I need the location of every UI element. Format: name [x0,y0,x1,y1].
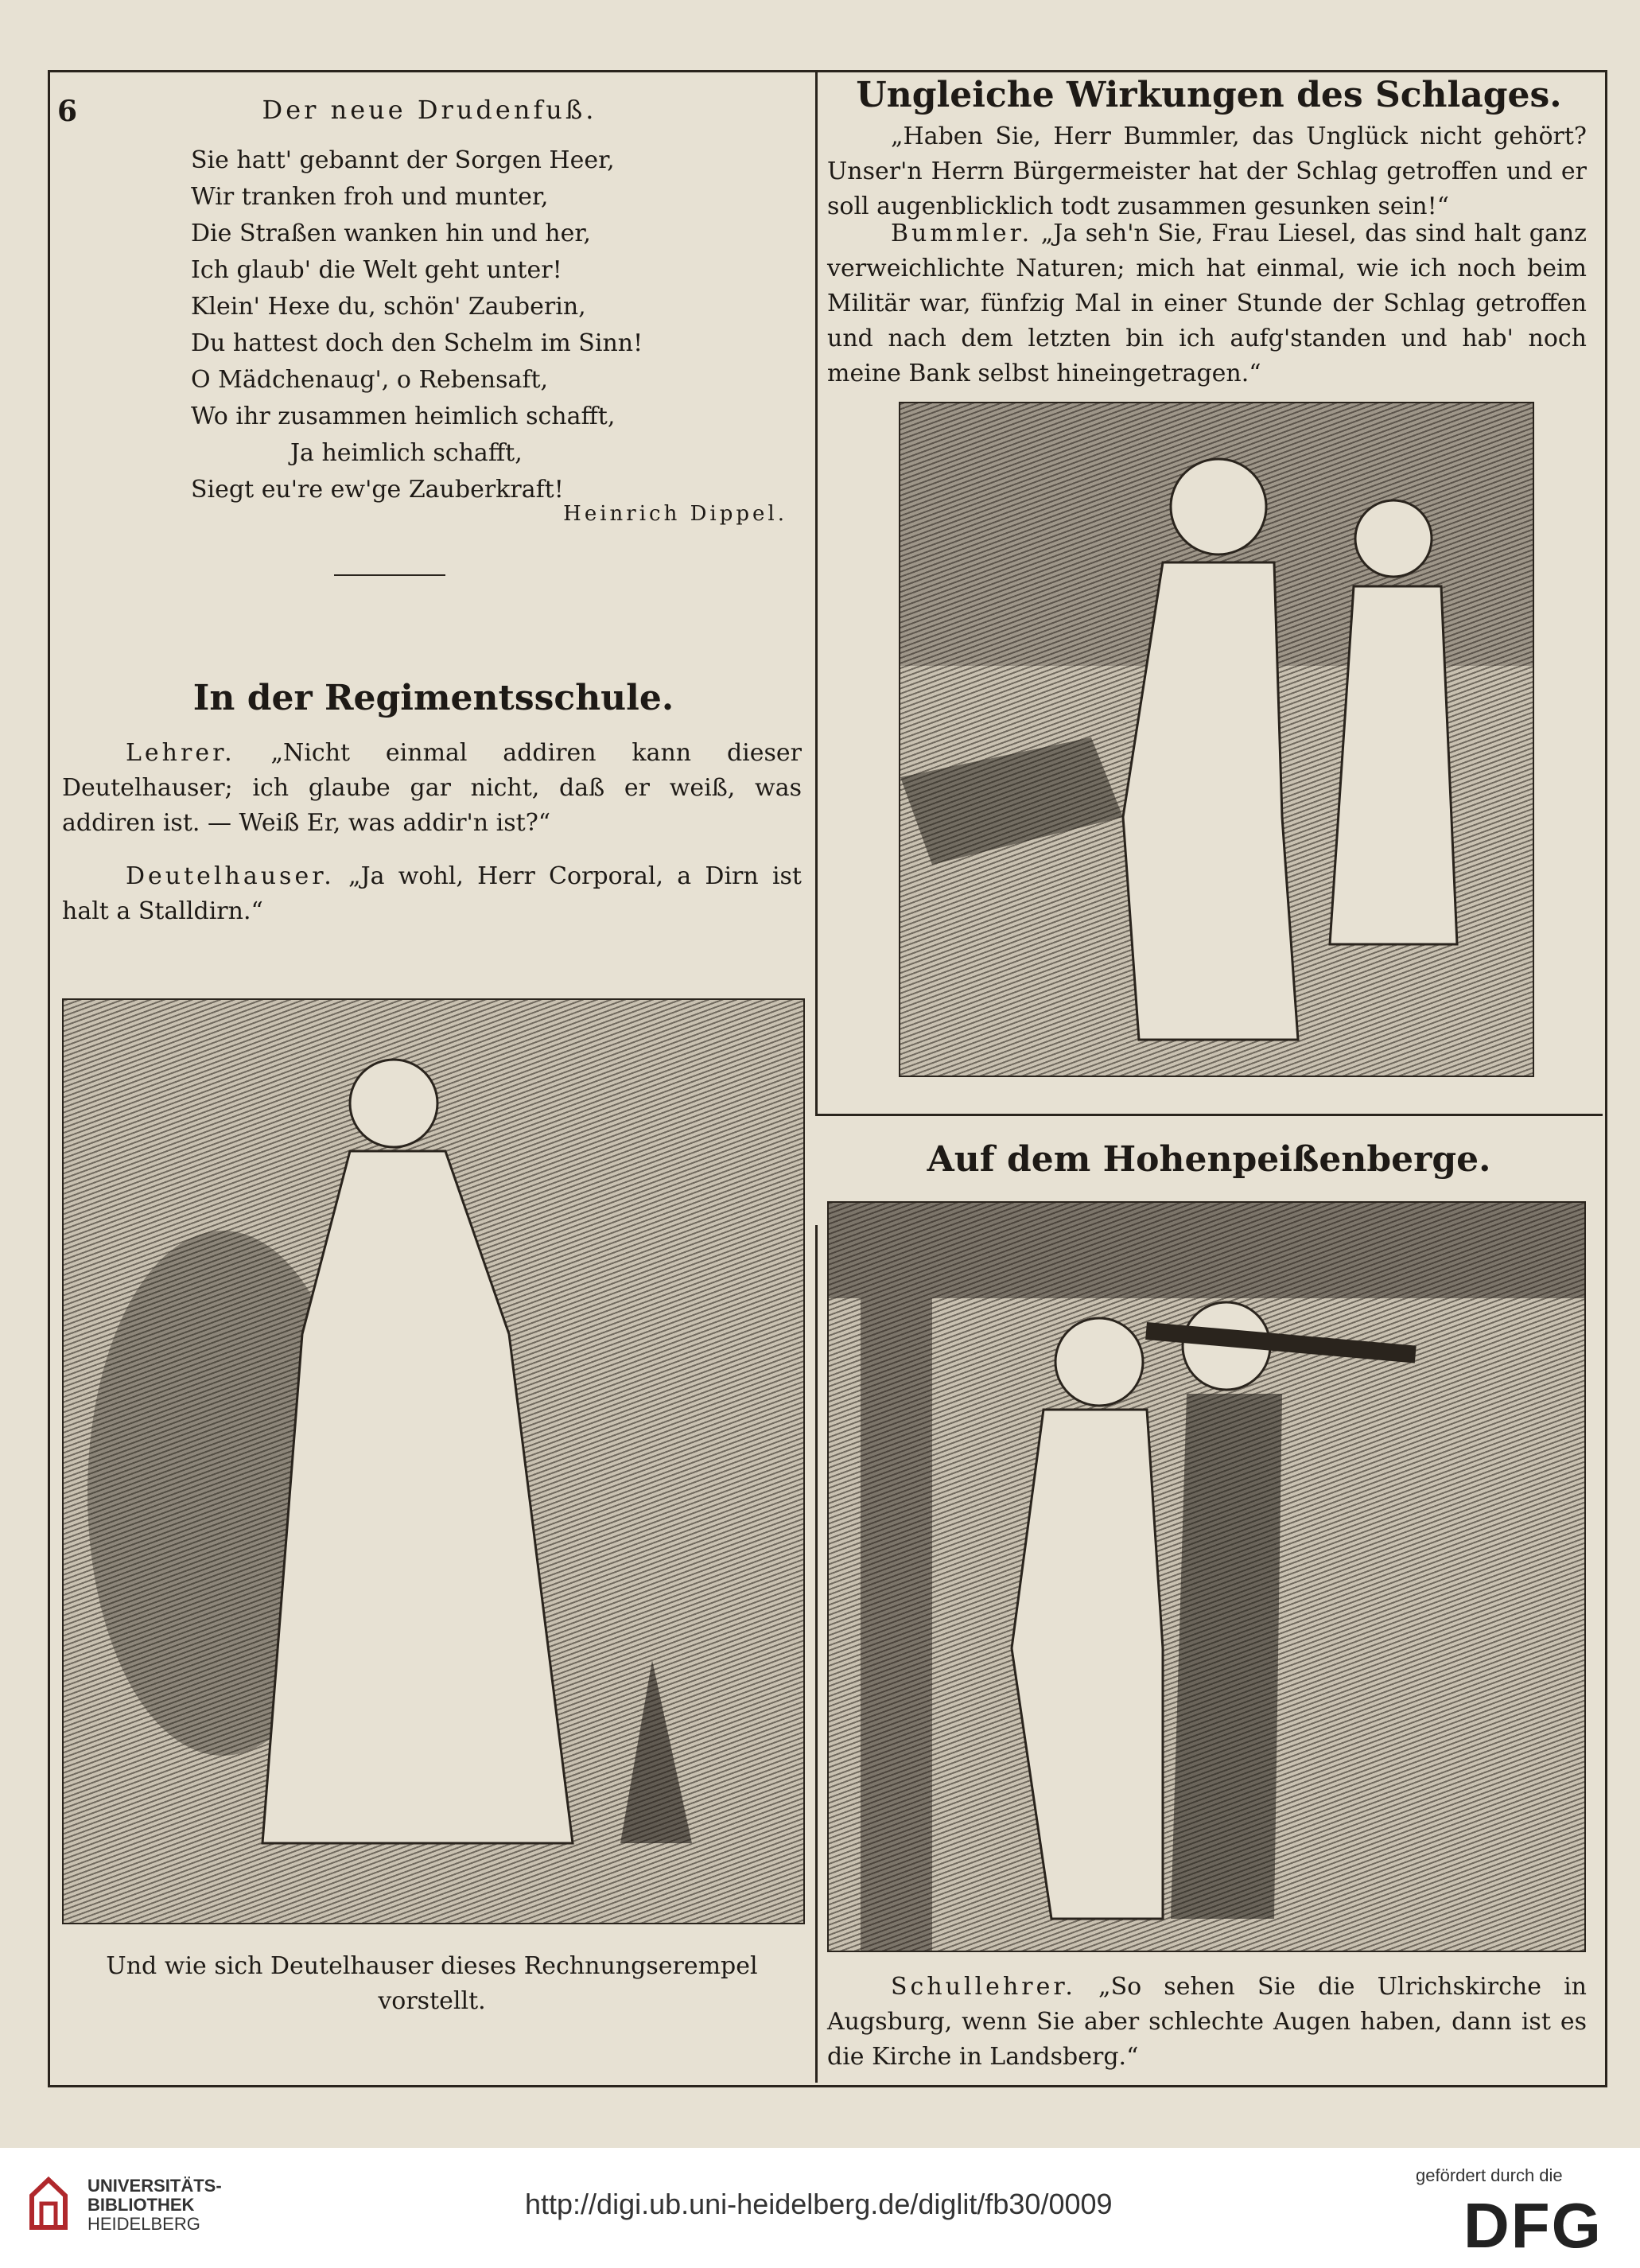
right-section-separator [815,1114,1603,1116]
speaker-label: Schullehrer. [891,1973,1076,2001]
hohenpeissenberg-paragraph [827,1970,1587,2075]
poem-line: Wir tranken froh und munter, [191,183,549,211]
milkmaid-sketch-icon [64,1000,803,1923]
regimentsschule-paragraph [62,859,802,929]
supported-by-label: gefördert durch die [1416,2165,1563,2185]
university-logo-icon[interactable] [24,2172,73,2235]
schlages-paragraph [827,216,1587,391]
logo-line: HEIDELBERG [87,2214,200,2234]
poem-line: Du hattest doch den Schelm im Sinn! [191,329,643,357]
bummler-sketch-icon [900,403,1533,1076]
poem-line: O Mädchenaug', o Rebensaft, [191,366,549,394]
regimentsschule-paragraph [62,736,802,841]
speaker-label: Lehrer. [126,739,235,767]
milkmaid-caption: Und wie sich Deutelhauser dieses Rechnungserempel vorstellt. [106,1952,758,2015]
dialogue-text: „Nicht einmal addiren kann dieser Deutelhauser; ich glaube gar nicht, daß er weiß, was addiren ist. — Weiß Er, was addir'n ist?“ [62,739,802,837]
university-logo-text[interactable] [87,2177,222,2234]
poem-line: Ja heimlich schafft, [290,439,523,467]
speaker-label: Deutelhauser. [126,862,335,890]
poem-separator [334,574,445,576]
poem-title: Der neue Drudenfuß. [262,95,597,125]
logo-line: UNIVERSITÄTS- [87,2176,222,2196]
page-number: 6 [57,95,78,128]
poem-line: Klein' Hexe du, schön' Zauberin, [191,293,586,321]
column-divider-lower [815,1225,818,2083]
poem-line: Sie hatt' gebannt der Sorgen Heer, [191,146,615,174]
footer-bar [0,2148,1640,2268]
column-divider [815,70,818,1114]
logo-line: BIBLIOTHEK [87,2195,195,2215]
telescope-sketch-icon [829,1203,1584,1951]
schlages-paragraph [827,119,1587,224]
dialogue-text: „Ja wohl, Herr Corporal, a Dirn ist halt a Stalldirn.“ [62,862,802,925]
dialogue-text: „Ja seh'n Sie, Frau Liesel, das sind halt ganz verweichlichte Naturen; mich hat einmal, wie ich noch beim Militär war, fünfzig Mal in einer Stunde der Schlag getroffen und nach dem letzten bin ich aufg'standen und hab' noch meine Bank selbst hineingetragen.“ [827,220,1587,387]
illustration-milkmaid [62,998,805,1924]
schlages-heading: Ungleiche Wirkungen des Schlages. [856,75,1562,115]
dialogue-text: „Haben Sie, Herr Bummler, das Unglück nicht gehört? Unser'n Herrn Bürgermeister hat der Schlag getroffen und er soll augenblicklich todt zusammen gesunken sein!“ [827,123,1587,220]
poem-author: Heinrich Dippel. [563,502,787,526]
dialogue-text: „So sehen Sie die Ulrichskirche in Augsburg, wenn Sie aber schlechte Augen haben, dann ist es die Kirche in Landsberg.“ [827,1973,1587,2071]
illustration-hohenpeissenberg [827,1201,1586,1952]
illustration-bummler [899,402,1534,1077]
dfg-logo[interactable]: DFG [1463,2190,1603,2261]
poem-line: Ich glaub' die Welt geht unter! [191,256,562,284]
poem-line: Wo ihr zusammen heimlich schafft, [191,403,616,430]
poem-line: Die Straßen wanken hin und her, [191,220,591,247]
poem-line: Siegt eu're ew'ge Zauberkraft! [191,476,564,504]
speaker-label: Bummler. [891,220,1033,247]
hohenpeissenberg-heading: Auf dem Hohenpeißenberge. [927,1139,1491,1180]
document-url-link[interactable]: http://digi.ub.uni-heidelberg.de/diglit/fb30/0009 [525,2188,1113,2220]
regimentsschule-heading: In der Regimentsschule. [192,678,674,718]
